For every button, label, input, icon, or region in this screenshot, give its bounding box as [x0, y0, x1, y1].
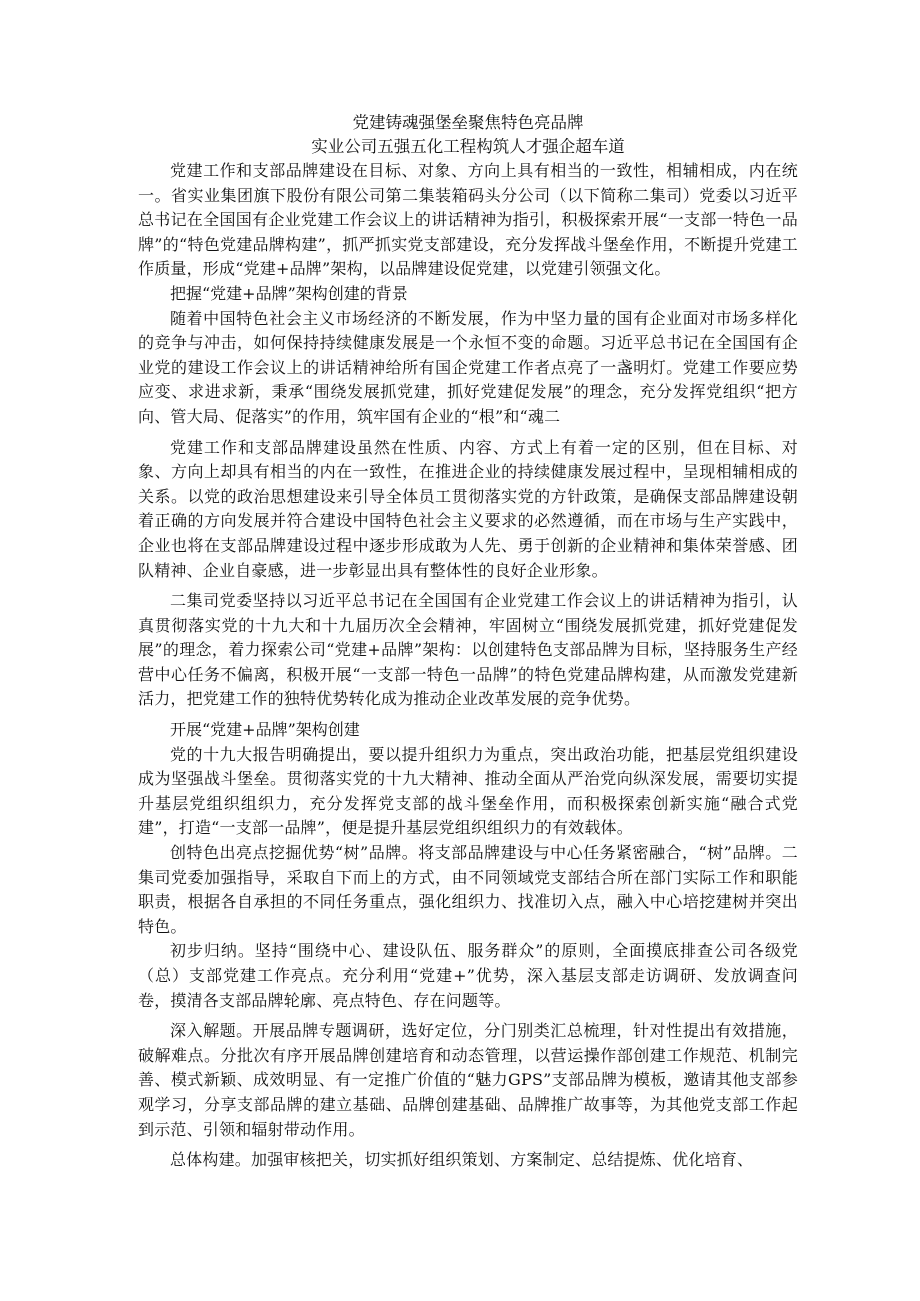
section-1-heading: 把握“党建+品牌”架构创建的背景: [170, 283, 408, 303]
section-1-paragraph-3: 二集司党委坚持以习近平总书记在全国国有企业党建工作会议上的讲话精神为指引，认真贯彻落实党的十九大和十九届历次全会精神，牢固树立“围绕发展抓党建，抓好党建促发展”的理念，着力探索公司“党建+品牌”架构：以创建特色支部品牌为目标，坚持服务生产经营中心任务不偏离，积极开展“一支部一特色一品牌”的特色党建品牌构建，从而激发党建新活力，把党建工作的独特优势转化成为推动企业改革发展的竞争优势。: [138, 591, 798, 709]
section-2-heading: 开展“党建+品牌”架构创建: [170, 720, 360, 740]
document-page: [138, 103, 798, 1173]
section-2-paragraph-4: 深入解题。开展品牌专题调研，选好定位，分门别类汇总梳理，针对性提出有效措施，破解难点。分批次有序开展品牌创建培育和动态管理，以营运操作部创建工作规范、机制完善、模式新颖、成效明显、有一定推广价值的“魅力GPS”支部品牌为模板，邀请其他支部参观学习，分享支部品牌的建立基础、品牌创建基础、品牌推广故事等，为其他党支部工作起到示范、引领和辐射带动作用。: [138, 1021, 798, 1139]
document-title-line-1: 党建铸魂强堡垒聚焦特色亮品牌: [352, 113, 584, 132]
intro-paragraph: 党建工作和支部品牌建设在目标、对象、方向上具有相当的一致性，相辅相成，内在统一。省实业集团旗下股份有限公司第二集装箱码头分公司（以下简称二集司）党委以习近平总书记在全国国有企业党建工作会议上的讲话精神为指引，积极探索开展“一支部一特色一品牌”的“特色党建品牌构建”，抓严抓实党支部建设，充分发挥战斗堡垒作用，不断提升党建工作质量，形成“党建+品牌”架构，以品牌建设促党建，以党建引领强文化。: [138, 161, 798, 279]
section-2-paragraph-3: 初步归纳。坚持“围绕中心、建设队伍、服务群众”的原则，全面摸底排查公司各级党（总）支部党建工作亮点。充分利用“党建+”优势，深入基层支部走访调研、发放调查问卷，摸清各支部品牌轮廓、亮点特色、存在问题等。: [138, 941, 798, 1010]
section-2-paragraph-2: 创特色出亮点挖掘优势“树”品牌。将支部品牌建设与中心任务紧密融合，“树”品牌。二集司党委加强指导，采取自下而上的方式，由不同领域党支部结合所在部门实际工作和职能职责，根据各自承担的不同任务重点，强化组织力、找准切入点，融入中心培挖建树并突出特色。: [138, 843, 798, 936]
section-2-paragraph-5: 总体构建。加强审核把关，切实抓好组织策划、方案制定、总结提炼、优化培育、: [170, 1150, 754, 1170]
document-title-line-2: 实业公司五强五化工程构筑人才强企超车道: [311, 137, 625, 156]
section-1-paragraph-1: 随着中国特色社会主义市场经济的不断发展，作为中坚力量的国有企业面对市场多样化的竞争与冲击，如何保持持续健康发展是一个永恒不变的命题。习近平总书记在全国国有企业党的建设工作会议上的讲话精神给所有国企党建工作者点亮了一盏明灯。党建工作要应势应变、求进求新，秉承“围绕发展抓党建，抓好党建促发展”的理念，充分发挥党组织“把方向、管大局、促落实”的作用，筑牢国有企业的“根”和“魂二: [138, 308, 798, 426]
section-2-paragraph-1: 党的十九大报告明确提出，要以提升组织力为重点，突出政治功能，把基层党组织建设成为坚强战斗堡垒。贯彻落实党的十九大精神、推动全面从严治党向纵深发展，需要切实提升基层党组织组织力，充分发挥党支部的战斗堡垒作用，而积极探索创新实施“融合式党建”，打造“一支部一品牌”，便是提升基层党组织组织力的有效载体。: [138, 744, 798, 838]
section-1-paragraph-2: 党建工作和支部品牌建设虽然在性质、内容、方式上有着一定的区别，但在目标、对象、方向上却具有相当的内在一致性，在推进企业的持续健康发展过程中，呈现相辅相成的关系。以党的政治思想建设来引导全体员工贯彻落实党的方针政策，是确保支部品牌建设朝着正确的方向发展并符合建设中国特色社会主义要求的必然遵循，而在市场与生产实践中，企业也将在支部品牌建设过程中逐步形成敢为人先、勇于创新的企业精神和集体荣誉感、团队精神、企业自豪感，进一步彰显出具有整体性的良好企业形象。: [138, 437, 798, 580]
